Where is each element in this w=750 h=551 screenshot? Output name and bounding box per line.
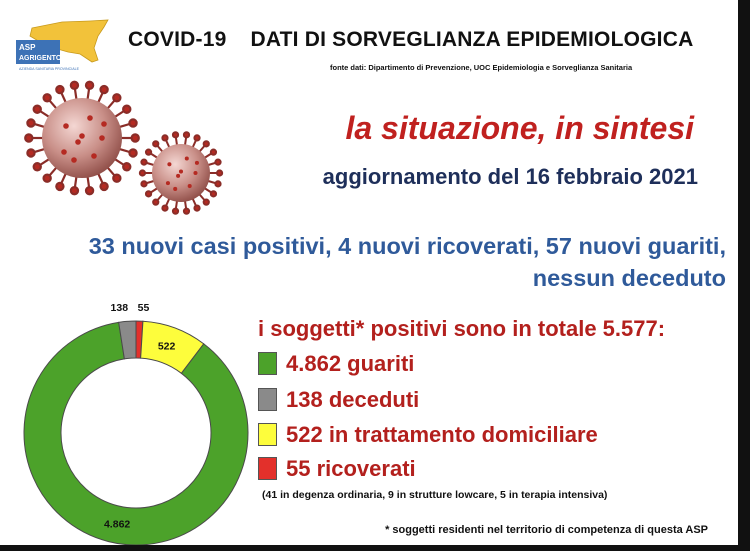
label-home-treatment: 522 [157, 340, 176, 353]
logo-line3: AZIENDA SANITARIA PROVINCIALE [19, 67, 80, 71]
headline-line1: 33 nuovi casi positivi, 4 nuovi ricoverati, 57 nuovi guariti, [88, 233, 726, 259]
asp-agrigento-logo [14, 18, 114, 72]
footnote: * soggetti residenti nel territorio di competenza di questa ASP [385, 524, 708, 536]
title-surveillance: DATI DI SORVEGLIANZA EPIDEMIOLOGICA [250, 28, 694, 51]
label-hospitalized: 55 [137, 302, 150, 314]
logo-line1: ASP [19, 43, 36, 52]
title-covid: COVID-19 [128, 28, 227, 51]
page-title [128, 28, 693, 52]
virus-small-icon [138, 130, 224, 216]
legend-label-recovered: 4.862 guariti [286, 351, 415, 376]
legend-label-deceased: 138 deceduti [286, 387, 420, 412]
virus-large-icon [24, 80, 140, 196]
legend-swatch-hospitalized [258, 457, 277, 480]
legend-label-home-treatment: 522 in trattamento domiciliare [286, 422, 598, 447]
legend-swatch-recovered [258, 352, 277, 375]
label-recovered: 4.862 [103, 518, 131, 531]
legend-swatch-deceased [258, 388, 277, 411]
subtitle: la situazione, in sintesi [345, 110, 694, 146]
daily-headline [6, 230, 726, 294]
right-border [738, 0, 750, 551]
donut-chart [0, 290, 258, 545]
data-source: fonte dati: Dipartimento di Prevenzione, UOC Epidemiologia e Sorveglianza Sanitaria [330, 63, 633, 72]
hospitalized-breakdown: (41 in degenza ordinaria, 9 in strutture lowcare, 5 in terapia intensiva) [262, 489, 608, 501]
legend-label-hospitalized: 55 ricoverati [286, 456, 416, 481]
label-deceased: 138 [110, 302, 129, 314]
bottom-border [0, 545, 750, 551]
headline-line2: nessun deceduto [532, 265, 726, 291]
legend-swatch-home-treatment [258, 423, 277, 446]
logo-line2: AGRIGENTO [19, 55, 62, 62]
update-date: aggiornamento del 16 febbraio 2021 [322, 164, 698, 189]
total-positive: i soggetti* positivi sono in totale 5.577: [258, 316, 666, 341]
